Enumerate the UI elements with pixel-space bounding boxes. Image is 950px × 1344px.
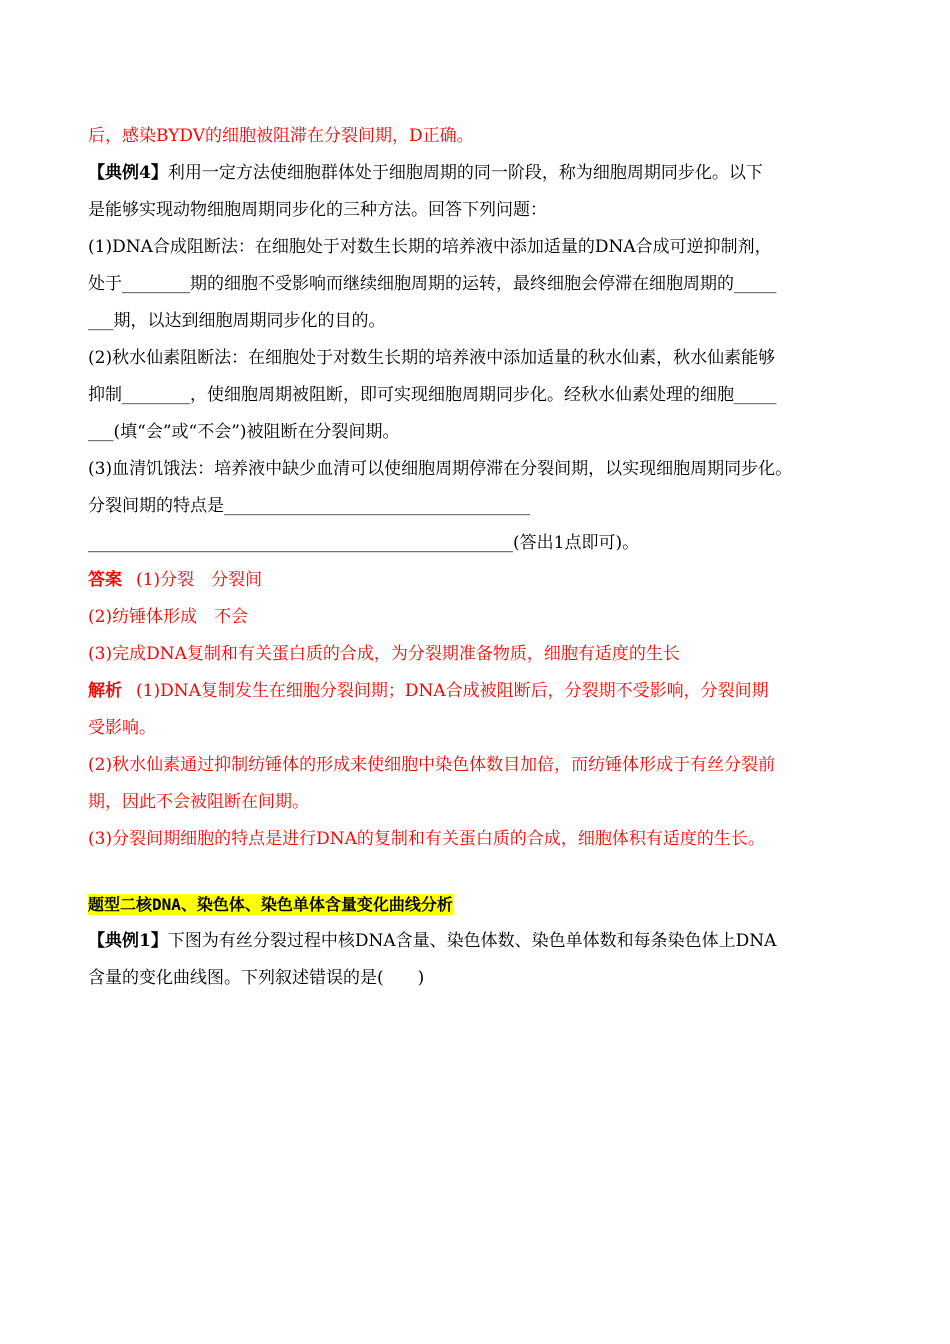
example-4-tag: 【典例4】 <box>88 163 168 183</box>
example-1-line-1 <box>88 923 878 960</box>
section-2-heading: 题型二核DNA、染色体、染色单体含量变化曲线分析 <box>88 895 453 914</box>
example-4-intro-line-1 <box>88 155 878 192</box>
example-1-text: 下图为有丝分裂过程中核DNA含量、染色体数、染色单体数和每条染色体上DNA <box>167 931 777 951</box>
analysis-label: 解析 <box>88 681 122 701</box>
question-1-line-3: ___期，以达到细胞周期同步化的目的。 <box>88 311 386 331</box>
answer-2: (2)纺锤体形成 不会 <box>88 607 249 627</box>
question-1-line-2: 处于________期的细胞不受影响而继续细胞周期的运转，最终细胞会停滞在细胞周期的_____ <box>88 274 777 294</box>
example-1-tag: 【典例1】 <box>88 931 168 951</box>
section-gap <box>88 858 878 886</box>
answer-line-1 <box>88 562 878 599</box>
question-3-line-2: 分裂间期的特点是____________________________________ <box>88 496 530 516</box>
answer-3: (3)完成DNA复制和有关蛋白质的合成，为分裂期准备物质，细胞有适度的生长 <box>88 644 680 664</box>
section-2-heading-line <box>88 886 878 923</box>
question-3-line-3: __________________________________________________(答出1点即可)。 <box>88 533 640 553</box>
analysis-line-1 <box>88 673 878 710</box>
analysis-3: (3)分裂间期细胞的特点是进行DNA的复制和有关蛋白质的合成，细胞体积有适度的生长。 <box>88 829 765 849</box>
analysis-1-text: (1)DNA复制发生在细胞分裂间期；DNA合成被阻断后，分裂期不受影响，分裂间期 <box>136 681 769 701</box>
analysis-2-line-1: (2)秋水仙素通过抑制纺锤体的形成来使细胞中染色体数目加倍，而纺锤体形成于有丝分裂前 <box>88 755 776 775</box>
document-page <box>88 118 878 997</box>
example-4-intro-line-2: 是能够实现动物细胞周期同步化的三种方法。回答下列问题： <box>88 200 547 220</box>
analysis-2-line-2: 期，因此不会被阻断在间期。 <box>88 792 309 812</box>
example-4-intro-text: 利用一定方法使细胞群体处于细胞周期的同一阶段，称为细胞周期同步化。以下 <box>167 163 763 183</box>
question-2-line-2: 抑制________，使细胞周期被阻断，即可实现细胞周期同步化。经秋水仙素处理的细胞_____ <box>88 385 777 405</box>
question-3-line-1: (3)血清饥饿法：培养液中缺少血清可以使细胞周期停滞在分裂间期，以实现细胞周期同步化。 <box>88 459 793 479</box>
answer-1: (1)分裂 分裂间 <box>136 570 263 590</box>
question-2-line-3: ___(填“会”或“不会”)被阻断在分裂间期。 <box>88 422 400 442</box>
analysis-1-line-2: 受影响。 <box>88 718 156 738</box>
example-1-line-2: 含量的变化曲线图。下列叙述错误的是( ) <box>88 968 425 988</box>
question-2-line-1: (2)秋水仙素阻断法：在细胞处于对数生长期的培养液中添加适量的秋水仙素，秋水仙素能够 <box>88 348 776 368</box>
question-1-line-1: (1)DNA合成阻断法：在细胞处于对数生长期的培养液中添加适量的DNA合成可逆抑制剂， <box>88 237 772 257</box>
answer-label: 答案 <box>88 570 122 590</box>
previous-analysis-tail: 后，感染BYDV的细胞被阻滞在分裂间期，D正确。 <box>88 126 474 146</box>
